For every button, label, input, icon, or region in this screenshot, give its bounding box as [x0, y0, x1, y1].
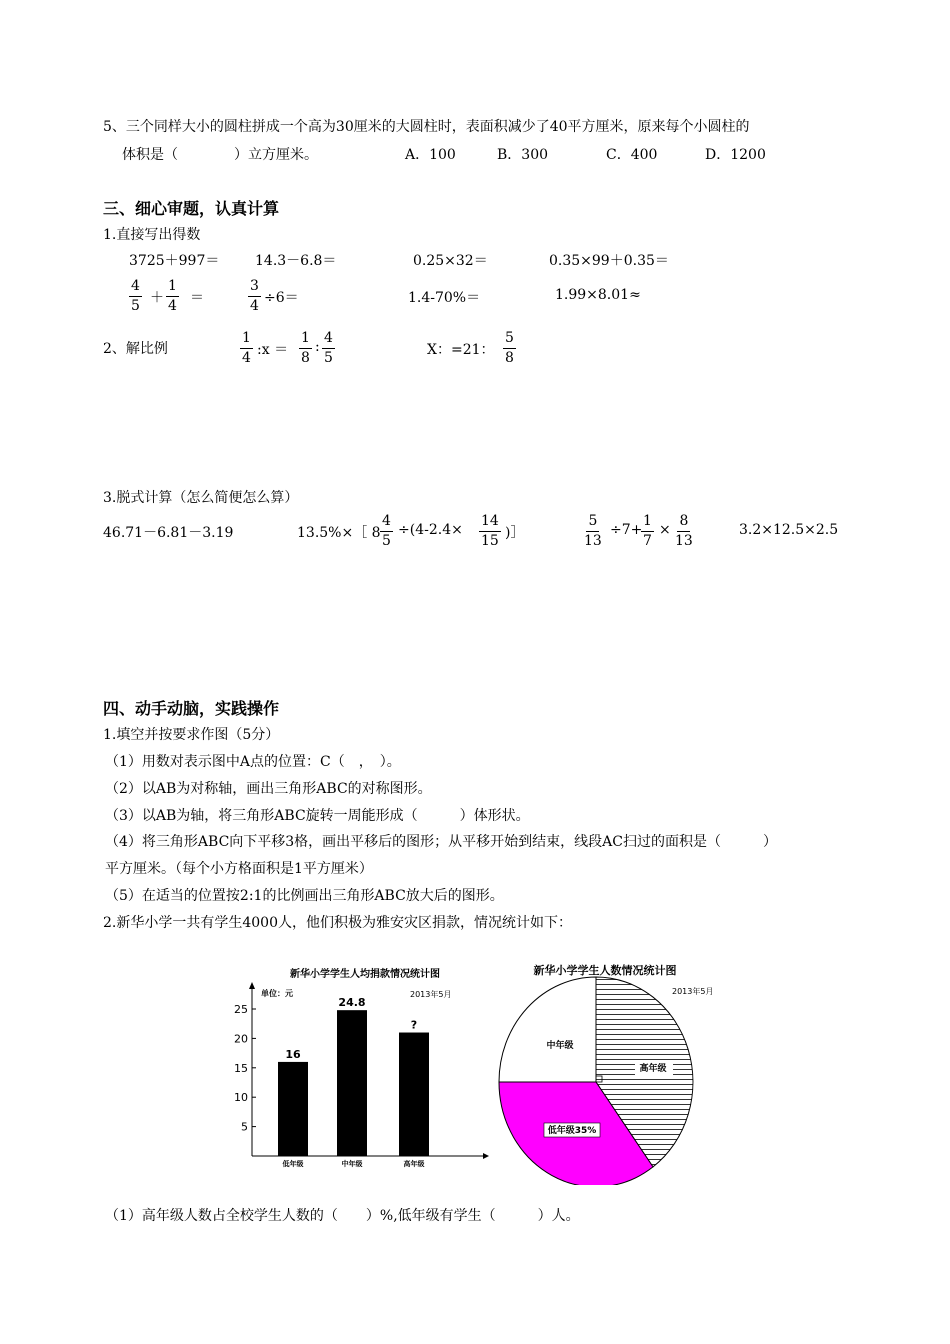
q3-expr-a: 46.71－6.81－3.19: [103, 525, 234, 541]
fraction: $\frac{1}{4}$: [242, 330, 251, 366]
x-tick-label: 高年级: [403, 1160, 425, 1168]
fraction: $\frac{3}{4}$: [250, 278, 259, 314]
pie-slice-label: 高年级: [639, 1064, 667, 1074]
q5-option-b: B．300: [497, 147, 549, 163]
q3-expr-d: 3.2×12.5×2.5: [739, 522, 839, 538]
fraction: $\frac{4}{5}$: [131, 278, 140, 314]
q5-line2: 体积是（ ）立方厘米。: [122, 147, 318, 163]
y-tick-label: 25: [234, 1003, 248, 1016]
bar-低年级: [278, 1062, 308, 1156]
bar-value-label: ?: [410, 1018, 418, 1032]
fraction: $\frac{4}{5}$: [382, 513, 391, 549]
s4-item-4: （4）将三角形ABC向下平移3格，画出平移后的图形；从平移开始到结束，线段AC扫过的面积是（ ）: [105, 834, 778, 850]
q1-title: 1.直接写出得数: [103, 227, 201, 243]
plus-sign: ＋: [150, 290, 164, 306]
pie-chart: [490, 955, 725, 1185]
s4-sub1: （1）高年级人数占全校学生人数的（ ）%,低年级有学生（ ）人。: [105, 1208, 580, 1224]
calc-3: 0.25×32＝: [413, 253, 488, 269]
s4-item-1: （1）用数对表示图中A点的位置：C（ ， ）。: [105, 754, 401, 770]
bar-chart-unit: 单位：元: [261, 989, 293, 998]
pie-chart-title: 新华小学学生人数情况统计图: [533, 964, 677, 977]
x-axis-arrow: [483, 1153, 489, 1159]
s4-q1-title: 1.填空并按要求作图（5分）: [103, 727, 280, 743]
times-sign: ×: [659, 522, 671, 538]
ratio-colon: :: [315, 339, 320, 355]
bar-高年级: [399, 1033, 429, 1156]
bar-chart-date: 2013年5月: [410, 990, 452, 999]
pie-slice-中年级: [499, 977, 596, 1082]
y-axis-arrow: [249, 982, 255, 989]
fraction: $\frac{4}{5}$: [324, 330, 333, 366]
bar-chart: [225, 960, 490, 1175]
fraction: $\frac{5}{13}$: [584, 513, 602, 549]
fraction: $\frac{14}{15}$: [481, 513, 499, 549]
pie-chart-date: 2013年5月: [672, 987, 714, 996]
section3-title: 三、细心审题，认真计算: [103, 199, 280, 218]
pie-slice-label: 低年级35%: [547, 1126, 597, 1136]
fraction: $\frac{1}{8}$: [301, 330, 310, 366]
s4-q2-title: 2.新华小学一共有学生4000人，他们积极为雅安灾区捐款，情况统计如下：: [103, 915, 572, 931]
s4-item-3: （3）以AB为轴，将三角形ABC旋转一周能形成（ ）体形状。: [105, 808, 530, 824]
q3-title: 3.脱式计算（怎么简便怎么算）: [103, 490, 299, 506]
y-tick-label: 15: [234, 1061, 248, 1075]
q3-expr-c-mid: ÷7+: [610, 522, 643, 538]
bar-中年级: [337, 1010, 367, 1156]
fraction: $\frac{1}{7}$: [643, 513, 652, 549]
calc-pct: 1.4-70%＝: [408, 290, 481, 306]
q5-line1: 5、三个同样大小的圆柱拼成一个高为30厘米的大圆柱时，表面积减少了40平方厘米，原来每个小圆柱的: [103, 119, 750, 135]
section4-title: 四、动手动脑，实践操作: [103, 699, 280, 718]
q5-option-c: C．400: [606, 147, 658, 163]
bar-value-label: 16: [285, 1047, 301, 1061]
fraction: $\frac{1}{4}$: [168, 278, 177, 314]
pie-slice-label: 中年级: [546, 1041, 574, 1051]
calc-4: 0.35×99＋0.35＝: [549, 253, 669, 269]
fraction: $\frac{8}{13}$: [675, 513, 693, 549]
q3-expr-b-pre: 13.5%×［ 8: [297, 525, 381, 541]
calc-div6: ÷6＝: [264, 290, 299, 306]
bar-value-label: 24.8: [338, 996, 366, 1010]
ratio-text: :x ＝: [257, 342, 289, 358]
q5-option-a: A．100: [405, 147, 456, 163]
bar-chart-title: 新华小学学生人均捐款情况统计图: [290, 969, 440, 980]
calc-2: 14.3－6.8＝: [255, 253, 337, 269]
calc-approx: 1.99×8.01≈: [555, 287, 641, 303]
ratio-b-text: X：=21：: [427, 342, 495, 358]
y-tick-label: 5: [241, 1120, 248, 1134]
q5-option-d: D．1200: [705, 147, 766, 163]
x-tick-label: 中年级: [341, 1160, 363, 1168]
calc-1: 3725＋997＝: [129, 253, 220, 269]
s4-item-2: （2）以AB为对称轴，画出三角形ABC的对称图形。: [105, 781, 432, 797]
s4-item-5: （5）在适当的位置按2:1的比例画出三角形ABC放大后的图形。: [105, 888, 504, 904]
q3-expr-b-post: )］: [505, 525, 525, 541]
s4-item-4b: 平方厘米。（每个小方格面积是1平方厘米）: [105, 861, 373, 877]
x-tick-label: 低年级: [282, 1160, 304, 1168]
y-tick-label: 10: [234, 1091, 248, 1105]
y-tick-label: 20: [234, 1032, 248, 1046]
fraction: $\frac{5}{8}$: [505, 330, 514, 366]
equals-sign: ＝: [190, 290, 204, 306]
q2-label: 2、解比例: [103, 341, 168, 357]
q3-expr-b-mid: ÷(4-2.4×: [398, 522, 463, 538]
